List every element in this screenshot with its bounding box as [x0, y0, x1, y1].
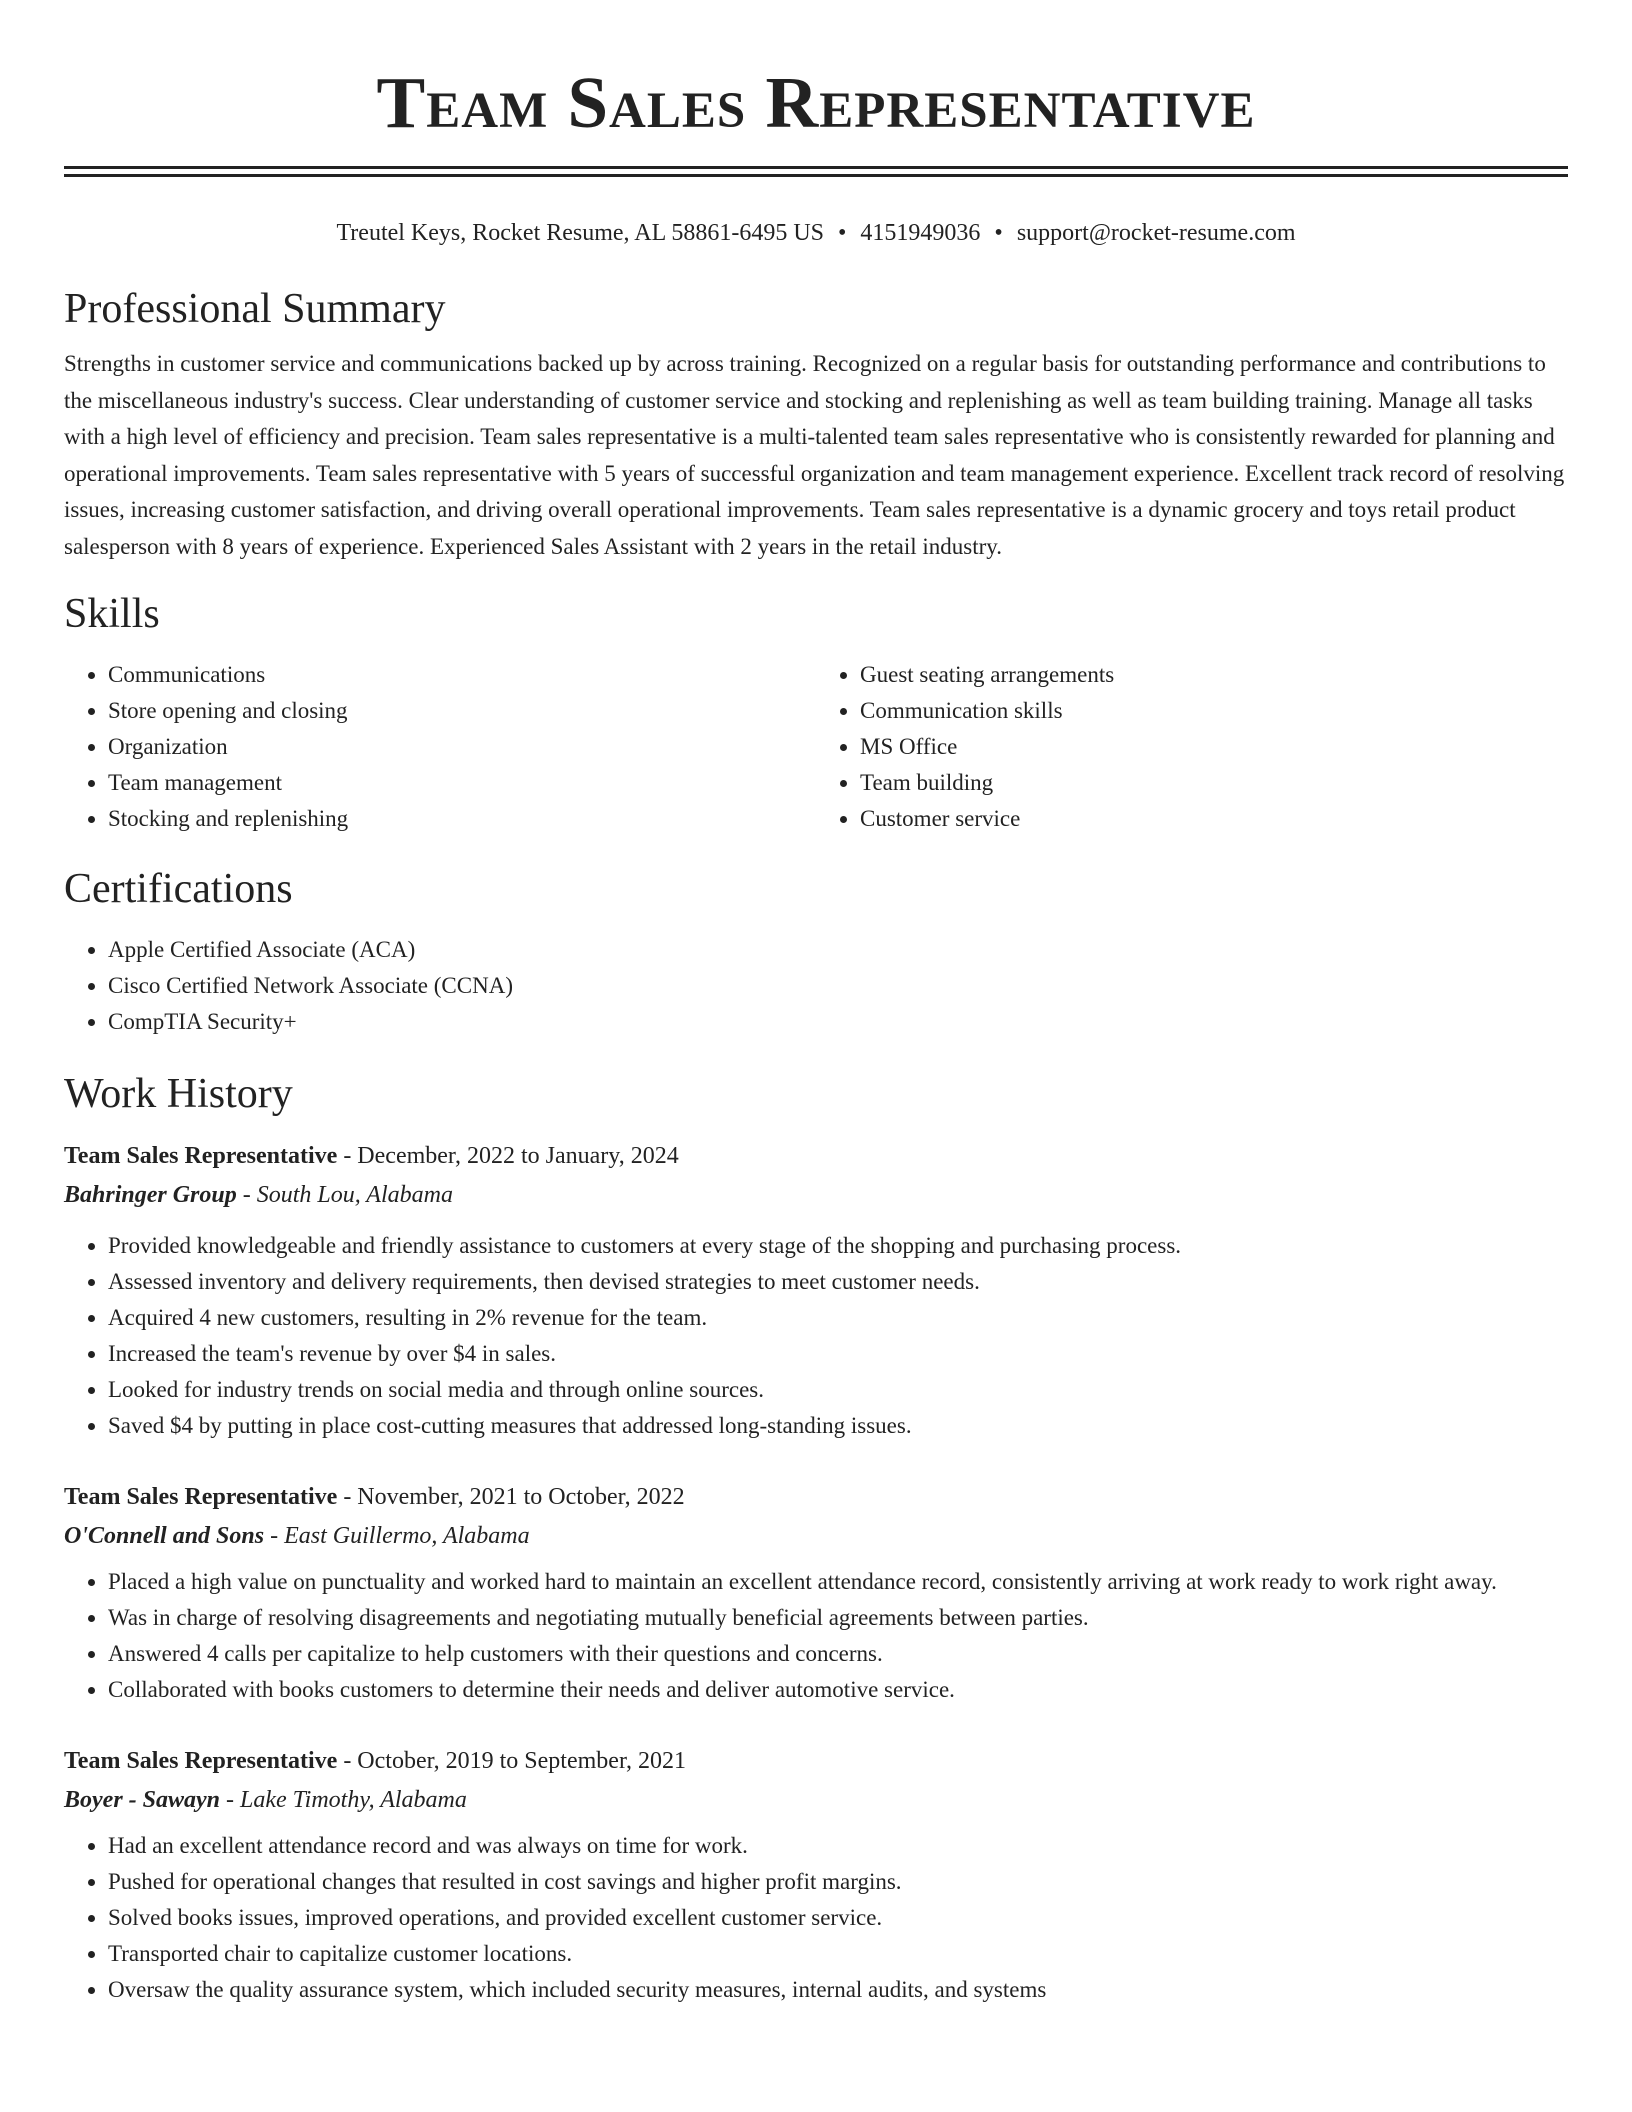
job-company: Boyer - Sawayn: [64, 1786, 220, 1813]
contact-phone: 4151949036: [860, 220, 981, 246]
list-item: • Increased the team's revenue by over $4 in sales.: [108, 1336, 1568, 1372]
contact-address: Treutel Keys, Rocket Resume, AL 58861-6495 US: [336, 220, 825, 246]
job-dates: - October, 2019 to September, 2021: [337, 1747, 686, 1774]
list-item: • Communications: [108, 657, 816, 693]
job-location: - East Guillermo, Alabama: [264, 1522, 530, 1549]
contact-separator: •: [994, 220, 1003, 246]
job-title: Team Sales Representative: [64, 1142, 338, 1169]
section-heading-summary: Professional Summary: [64, 286, 446, 332]
job-entry: [64, 1137, 1568, 1444]
list-item: • Cisco Certified Network Associate (CCNA): [108, 968, 1568, 1004]
list-item: • Saved $4 by putting in place cost-cutting measures that addressed long-standing issues.: [108, 1408, 1568, 1444]
list-item: • Team building: [860, 765, 1568, 801]
summary-text: Strengths in customer service and communications backed up by across training. Recognized on a regular basis for outstanding performance and contributions to the miscellaneous industry's success. Clear understanding of customer service and stocking and replenishing as well as team building training. Manage all tasks with a high level of efficiency and precision. Team sales representative is a multi-talented team sales representative who is consistently rewarded for planning and operational improvements. Team sales representative with 5 years of successful organization and team management experience. Excellent track record of resolving issues, increasing customer satisfaction, and driving overall operational improvements. Team sales representative is a dynamic grocery and toys retail product salesperson with 8 years of experience. Experienced Sales Assistant with 2 years in the retail industry.: [64, 351, 1565, 559]
job-company-line: [64, 1780, 1568, 1820]
job-company-line: [64, 1175, 1568, 1215]
job-entry: [64, 1742, 1568, 2008]
list-item: • Had an excellent attendance record and was always on time for work.: [108, 1828, 1568, 1864]
header-double-rule: [64, 166, 1568, 177]
list-item: • Transported chair to capitalize customer locations.: [108, 1936, 1568, 1972]
list-item: • CompTIA Security+: [108, 1004, 1568, 1040]
job-bullets: [64, 1228, 1568, 1444]
list-item: • Stocking and replenishing: [108, 801, 816, 837]
resume-page: [64, 0, 1568, 2008]
job-title: Team Sales Representative: [64, 1747, 338, 1774]
skills-columns: [64, 657, 1568, 837]
job-heading: [64, 1137, 1568, 1175]
list-item: • Communication skills: [860, 693, 1568, 729]
list-item: • Guest seating arrangements: [860, 657, 1568, 693]
section-heading-work-history: Work History: [64, 1070, 293, 1117]
skills-list-left: [64, 657, 816, 837]
section-heading-skills: Skills: [64, 590, 160, 637]
job-dates: - December, 2022 to January, 2024: [337, 1142, 679, 1169]
section-heading-certifications: Certifications: [64, 865, 293, 912]
job-entry: [64, 1478, 1568, 1708]
job-company: Bahringer Group: [64, 1181, 237, 1208]
resume-name-title: Team Sales Representative: [376, 62, 1256, 143]
contact-separator: •: [838, 220, 847, 246]
job-bullets: [64, 1828, 1568, 2008]
certifications-list: [64, 932, 1568, 1040]
list-item: • Organization: [108, 729, 816, 765]
job-title: Team Sales Representative: [64, 1483, 338, 1510]
job-heading: [64, 1742, 1568, 1780]
list-item: • Team management: [108, 765, 816, 801]
list-item: • Solved books issues, improved operations, and provided excellent customer service.: [108, 1900, 1568, 1936]
list-item: • Looked for industry trends on social media and through online sources.: [108, 1372, 1568, 1408]
skills-list-right: [816, 657, 1568, 837]
list-item: • Placed a high value on punctuality and worked hard to maintain an excellent attendance record, consistently arriving at work ready to work right away.: [108, 1564, 1568, 1600]
contact-line: [64, 217, 1568, 249]
job-location: - Lake Timothy, Alabama: [220, 1786, 467, 1813]
list-item: • Answered 4 calls per capitalize to help customers with their questions and concerns.: [108, 1636, 1568, 1672]
list-item: • Collaborated with books customers to determine their needs and deliver automotive service.: [108, 1672, 1568, 1708]
job-company: O'Connell and Sons: [64, 1522, 265, 1549]
contact-email: support@rocket-resume.com: [1016, 220, 1296, 246]
list-item: • Store opening and closing: [108, 693, 816, 729]
list-item: • Provided knowledgeable and friendly assistance to customers at every stage of the shopping and purchasing process.: [108, 1228, 1568, 1264]
list-item: • Oversaw the quality assurance system, which included security measures, internal audits, and systems: [108, 1972, 1568, 2008]
list-item: • Acquired 4 new customers, resulting in 2% revenue for the team.: [108, 1300, 1568, 1336]
list-item: • Apple Certified Associate (ACA): [108, 932, 1568, 968]
job-dates: - November, 2021 to October, 2022: [337, 1483, 685, 1510]
job-bullets: [64, 1564, 1568, 1708]
list-item: • MS Office: [860, 729, 1568, 765]
job-heading: [64, 1478, 1568, 1516]
list-item: • Pushed for operational changes that resulted in cost savings and higher profit margins.: [108, 1864, 1568, 1900]
job-location: - South Lou, Alabama: [236, 1181, 453, 1208]
job-company-line: [64, 1516, 1568, 1556]
list-item: • Assessed inventory and delivery requirements, then devised strategies to meet customer needs.: [108, 1264, 1568, 1300]
list-item: • Was in charge of resolving disagreements and negotiating mutually beneficial agreements between parties.: [108, 1600, 1568, 1636]
list-item: • Customer service: [860, 801, 1568, 837]
